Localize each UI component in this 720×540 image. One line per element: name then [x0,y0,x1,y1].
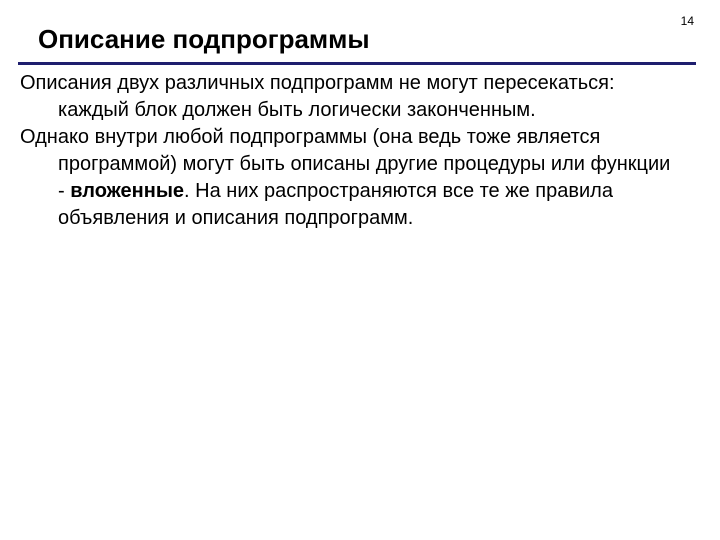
slide-title: Описание подпрограммы [38,24,370,54]
paragraph-2-text-start: Однако внутри любой подпрограммы (она ведь тоже является программой) могут быть описаны другие процедуры или функции - [20,126,671,202]
slide-body [20,70,680,232]
paragraph-2-text-end: . На них распространяются все те же правила объявления и описания подпрограмм. [58,180,613,229]
title-underline [18,62,696,65]
bold-term-nested: вложенные [70,180,185,202]
page-number: 14 [680,14,694,28]
paragraph-1-text: Описания двух различных подпрограмм не могут пересекаться: каждый блок должен быть логически законченным. [20,72,615,121]
paragraph-1 [20,70,680,124]
paragraph-2 [20,124,680,232]
